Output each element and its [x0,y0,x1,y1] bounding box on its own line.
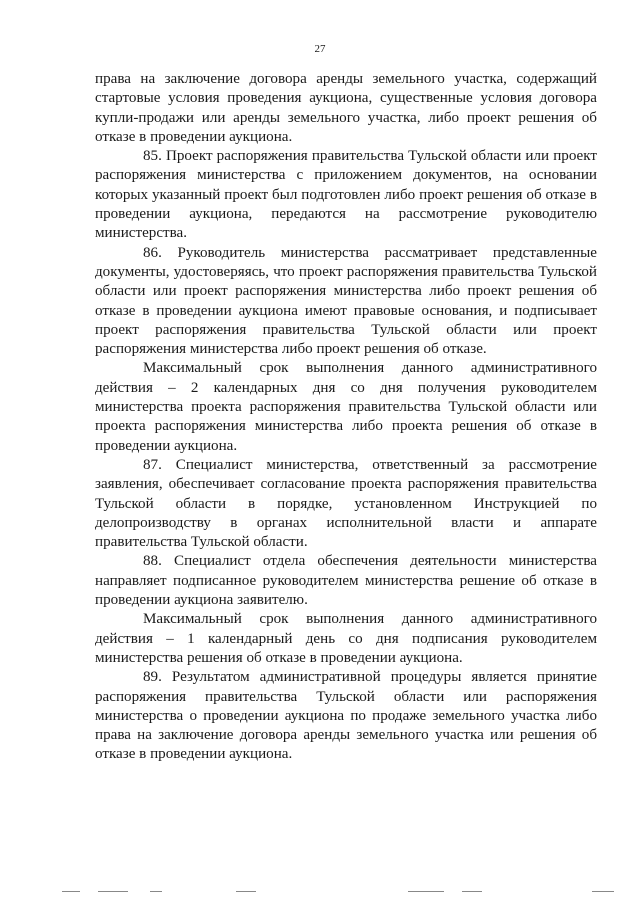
paragraph-continuation: права на заключение договора аренды земельного участка, содержащий стартовые условия проведения аукциона, существенные условия договора купли-продажи или аренды земельного участка, либо проект решения об отказе в проведении аукциона. [95,71,597,145]
paragraph-89: 89. Результатом административной процедуры является принятие распоряжения правительства Тульской области или распоряжения министерства о проведении аукциона по продаже земельного участка либо права на заключение договора аренды земельного участка или решения об отказе в проведении аукциона. [95,669,597,763]
paragraph-85: 85. Проект распоряжения правительства Тульской области или проект распоряжения министерства с приложением документов, на основании которых указанный проект был подготовлен либо проект решения об отказе в проведении аукциона, передаются на рассмотрение руководителю министерства. [95,148,597,242]
scan-speck [236,891,256,892]
page-number: 27 [314,43,326,55]
paragraph-88: 88. Специалист отдела обеспечения деятельности министерства направляет подписанное руководителем министерства решение об отказе в проведении аукциона заявителю. [95,553,597,609]
paragraph-86-deadline: Максимальный срок выполнения данного административного действия – 2 календарных дня со дня получения руководителем министерства проекта распоряжения правительства Тульской области или проекта распоряжения министерства либо проекта решения об отказе в проведении аукциона. [95,360,597,454]
scan-speck [62,891,80,892]
paragraph-86: 86. Руководитель министерства рассматривает представленные документы, удостоверяясь, что проект распоряжения правительства Тульской области или проект распоряжения министерства либо проект решения об отказе в проведении аукциона имеют правовые основания, и подписывает проект распоряжения правительства Тульской области или проект распоряжения министерства либо проект решения об отказе. [95,244,597,358]
scan-speck [462,891,482,892]
scan-speck [150,891,162,892]
scan-speck [98,891,128,892]
scan-speck [408,891,444,892]
document-body [95,70,597,765]
paragraph-88-deadline: Максимальный срок выполнения данного административного действия – 1 календарный день со дня подписания руководителем министерства решения об отказе в проведении аукциона. [95,611,597,666]
scan-speck [592,891,614,892]
paragraph-87: 87. Специалист министерства, ответственный за рассмотрение заявления, обеспечивает согласование проекта распоряжения правительства Тульской области в порядке, установленном Инструкцией по делопроизводству в органах исполнительной власти и аппарате правительства Тульской области. [95,456,597,551]
